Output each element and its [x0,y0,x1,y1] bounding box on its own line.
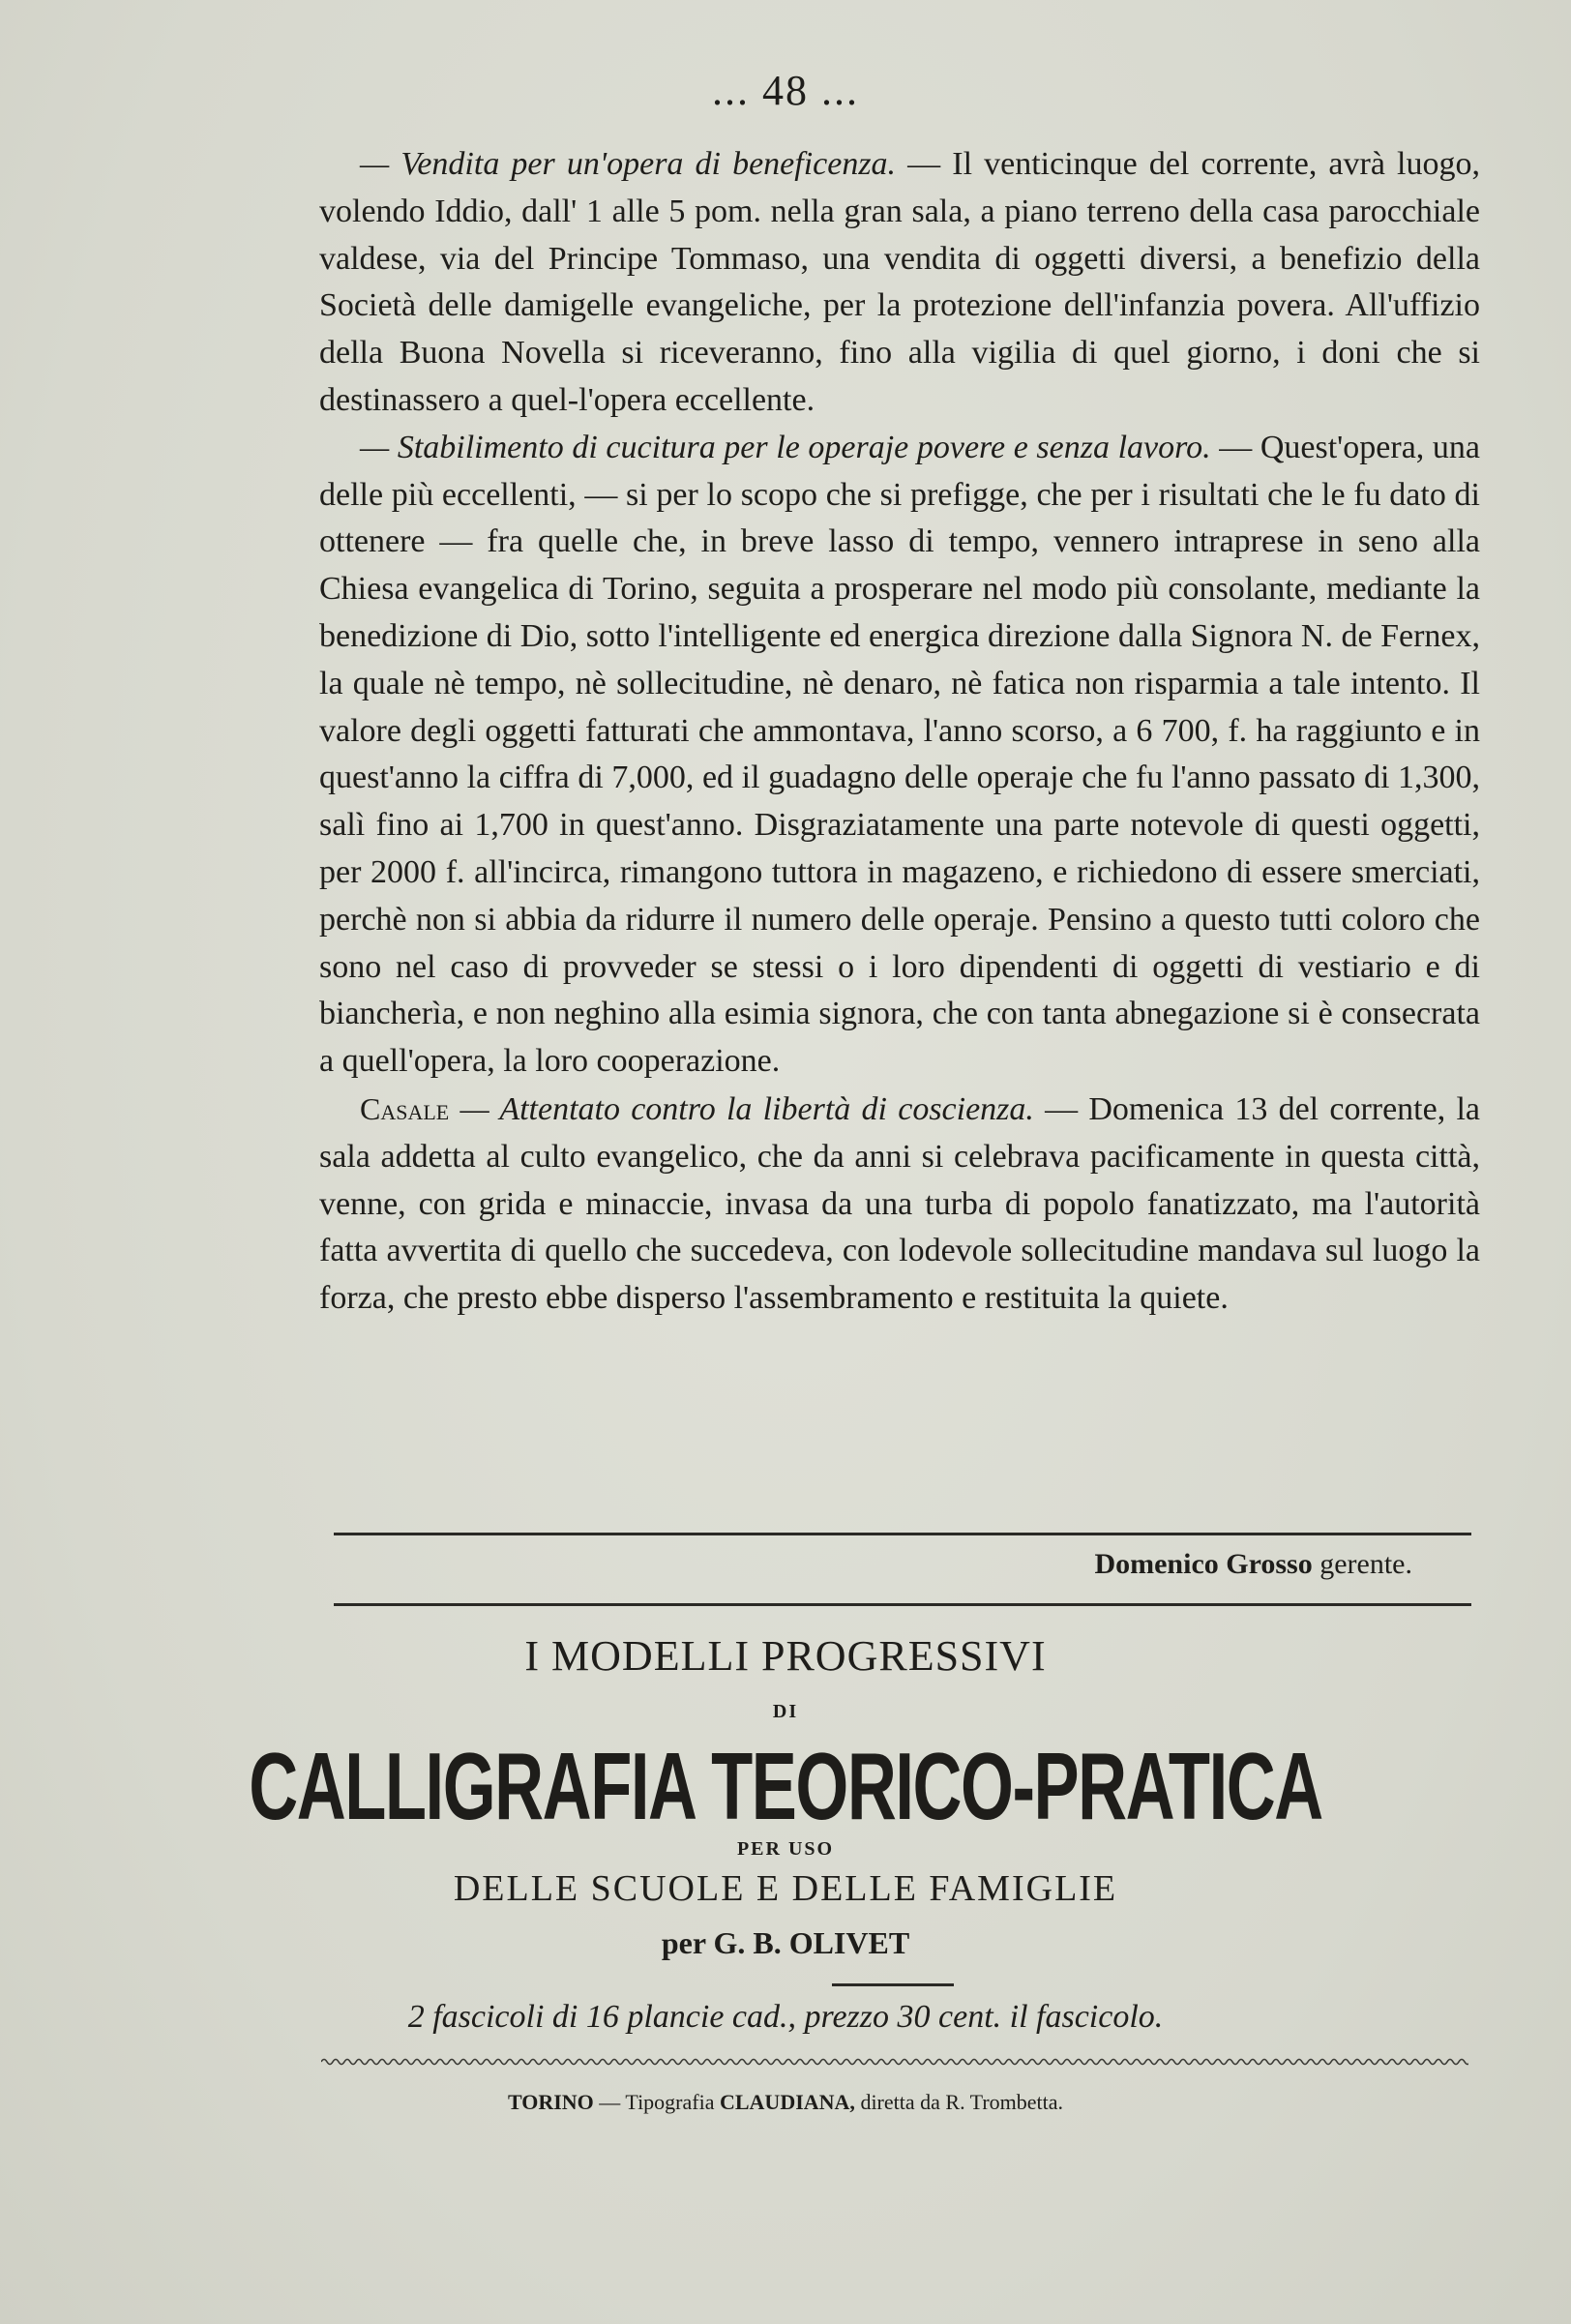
imprint [0,2090,1571,2115]
gerente-signature [967,1548,1412,1581]
article-text: — Quest'opera, una delle più eccellenti, — si per lo scopo che si prefigge, che per i risultati che le fu dato di ottenere — fra quelle che, in breve lasso di tempo, vennero intraprese in seno alla Chiesa evangelica di Torino, seguita a prosperare nel modo più consolante, mediante la benedizione di Dio, sotto l'intelligente ed energica direzione dalla Signora N. de Fernex, la quale nè tempo, nè sollecitudine, nè denaro, nè fatica non risparmia a tale intento. Il valore degli oggetti fatturati che ammontava, l'anno scorso, a 6 700, f. ha raggiunto e in quest'anno la ciffra di 7,000, ed il guadagno delle operaje che fu l'anno passato di 1,300, salì fino ai 1,700 in quest'anno. Disgraziatamente una parte notevole di questi oggetti, per 2000 f. all'incirca, rimangono tuttora in magazeno, e richiedono di essere smerciati, perchè non si abbia da ridurre il numero delle operaje. Pensino a questo tutti coloro che sono nel caso di provveder se stessi o i loro dipendenti di oggetti di vestiario e di biancherìa, e non neghino alla esimia signora, che con tanta abnegazione si è consecrata a quell'opera, la loro cooperazione. [319,429,1480,1080]
article-text: — Domenica 13 del corrente, la sala addetta al culto evangelico, che da anni si celebrava pacificamente in questa città, venne, con grida e minaccie, invasa da una turba di popolo fanatizzato, ma l'autorità fatta avvertita di quello che succedeva, con lodevole sollecitudine mandava sul luogo la forza, che presto ebbe disperso l'assembramento e restituita la quiete. [319,1090,1480,1317]
article-vendita [319,141,1480,425]
divider-rule [334,1533,1471,1535]
gerente-role: gerente. [1312,1548,1412,1580]
imprint-city: TORINO [507,2090,594,2114]
ad-line-per-uso: PER USO [736,1838,835,1860]
article-title: — Attentato contro la libertà di coscienza. [449,1090,1034,1127]
place-name: Casale [360,1090,450,1126]
article-casale [319,1086,1480,1323]
article-text: — Il venticinque del corrente, avrà luogo, volendo Iddio, dall' 1 alle 5 pom. nella gran sala, a piano terreno della casa parocchiale valdese, via del Principe Tommaso, una vendita di oggetti diversi, a benefizio della Società delle damigelle evangeliche, per la protezione dell'infanzia povera. All'uffizio della Buona Novella si riceveranno, fino alla vigilia di quel giorno, i doni che si destinassero a quel-l'opera eccellente. [319,146,1480,418]
page-number: ... 48 ... [712,67,859,114]
wavy-rule [321,2055,1468,2069]
article-stabilimento [319,425,1480,1086]
ad-headline: CALLIGRAFIA TEORICO-PRATICA [249,1733,1322,1839]
imprint-rest: diretta da R. Trombetta. [854,2090,1064,2114]
imprint-press: CLAUDIANA, [719,2090,855,2114]
article-title: — Vendita per un'opera di beneficenza. [360,146,897,182]
short-rule [832,1983,954,1986]
ad-line-title: I MODELLI PROGRESSIVI [524,1632,1047,1680]
imprint-text: — Tipografia [593,2090,720,2114]
ad-line-price: 2 fascicoli di 16 plancie cad., prezzo 30 cent. il fascicolo. [407,1999,1164,2035]
gerente-name: Domenico Grosso [1094,1548,1313,1580]
divider-rule [334,1603,1471,1606]
ad-line-scuole: DELLE SCUOLE E DELLE FAMIGLIE [453,1868,1118,1909]
article-body [319,141,1480,1323]
article-title: — Stabilimento di cucitura per le operaje povere e senza lavoro. [360,429,1211,465]
ad-line-di: DI [772,1701,799,1722]
ad-line-author: per G. B. OLIVET [661,1925,910,1960]
